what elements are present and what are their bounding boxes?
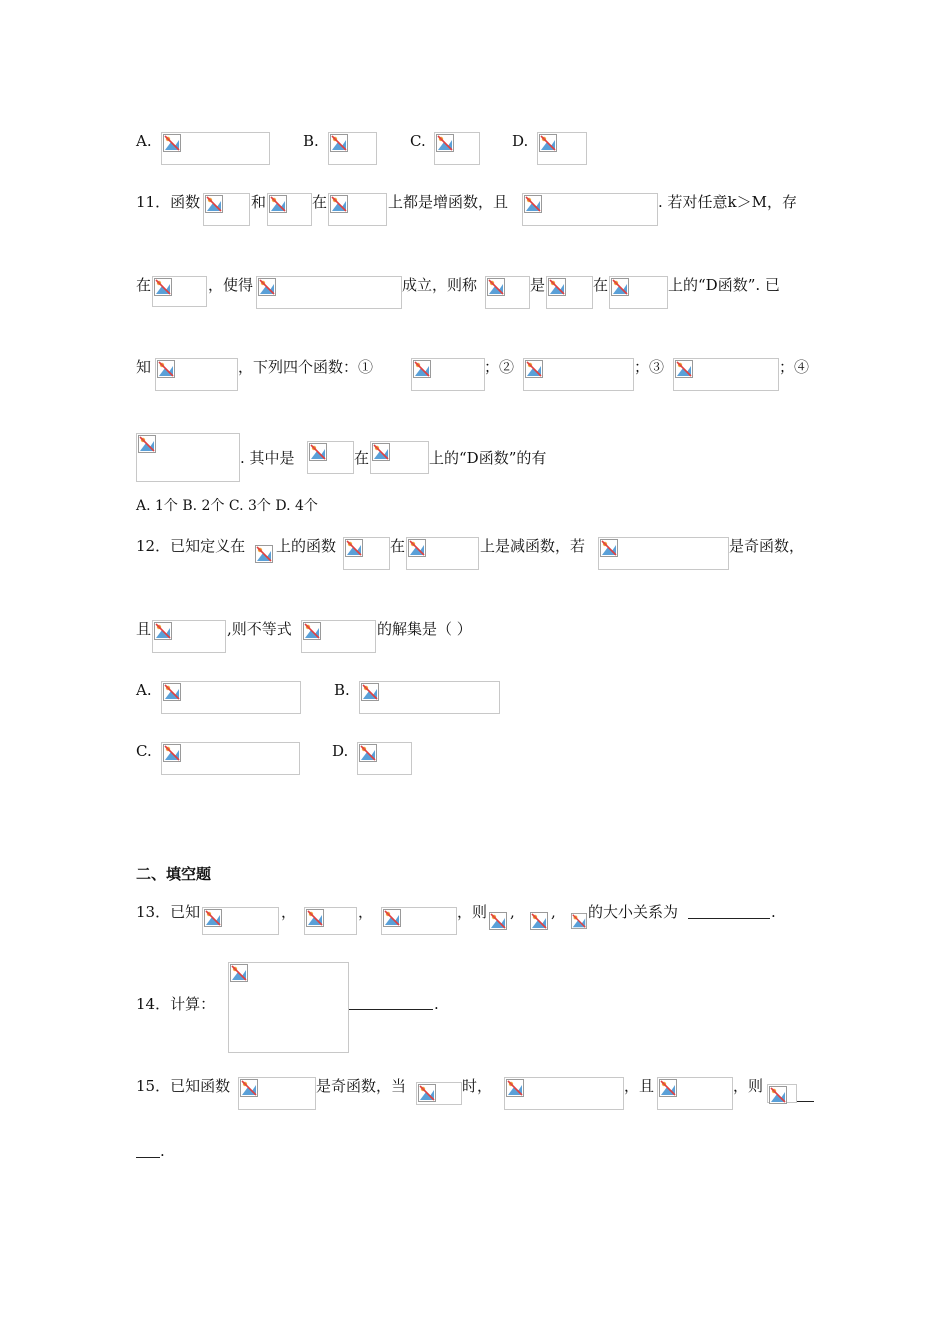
broken-image-icon — [487, 278, 505, 296]
q12-in: 在 — [390, 537, 406, 555]
formula-image — [203, 193, 250, 226]
formula-image — [307, 441, 354, 474]
q13-answer-blank[interactable] — [688, 918, 770, 919]
q11-sep2: ；③ — [634, 358, 665, 376]
broken-image-icon — [240, 1079, 258, 1097]
broken-image-icon — [359, 744, 377, 762]
broken-image-icon — [230, 964, 248, 982]
formula-image — [328, 193, 387, 226]
q14-answer-blank[interactable] — [349, 1009, 433, 1010]
broken-image-icon — [154, 278, 172, 296]
q15-answer-blank-part1[interactable] — [797, 1101, 814, 1102]
q12-decreasing: 上是减函数，若 — [480, 537, 586, 555]
formula-image — [485, 276, 530, 309]
broken-image-icon — [571, 912, 587, 930]
formula-image — [370, 441, 429, 474]
formula-image — [161, 132, 270, 165]
broken-image-icon — [530, 912, 548, 930]
broken-image-icon — [548, 278, 566, 296]
q11-options: A. 1个 B. 2个 C. 3个 D. 4个 — [136, 498, 318, 514]
q12-prefix: 12．已知定义在 — [136, 537, 246, 555]
q10-option-a-label: A. — [136, 132, 152, 150]
formula-image — [152, 620, 226, 653]
broken-image-icon — [330, 134, 348, 152]
broken-image-icon — [539, 134, 557, 152]
formula-image — [522, 193, 658, 226]
q11-line2-start: 在 — [136, 276, 152, 294]
broken-image-icon — [383, 909, 401, 927]
q11-line2-is: 是 — [530, 276, 546, 294]
formula-image — [381, 907, 457, 935]
formula-image — [155, 358, 238, 391]
q11-increasing-text: 上都是增函数，且 — [388, 193, 509, 211]
q12-odd: 是奇函数， — [729, 537, 805, 555]
broken-image-icon — [330, 195, 348, 213]
broken-image-icon — [659, 1079, 677, 1097]
broken-image-icon — [675, 360, 693, 378]
broken-image-icon — [154, 622, 172, 640]
broken-image-icon — [345, 539, 363, 557]
broken-image-icon — [138, 435, 156, 453]
broken-image-icon — [163, 683, 181, 701]
q12-line2-mid: ,则不等式 — [227, 620, 292, 638]
formula-image — [523, 358, 634, 391]
formula-image — [152, 276, 207, 307]
q12-line2-start: 且 — [136, 620, 152, 638]
q11-line2-in: 在 — [593, 276, 609, 294]
q14-prefix: 14．计算： — [136, 995, 216, 1013]
q15-prefix: 15．已知函数 — [136, 1077, 231, 1095]
q15-period: . — [160, 1142, 165, 1160]
broken-image-icon — [303, 622, 321, 640]
formula-image — [228, 962, 349, 1053]
q11-sep3: ；④ — [779, 358, 810, 376]
q13-comma2: ， — [358, 903, 374, 921]
broken-image-icon — [157, 360, 175, 378]
broken-image-icon — [361, 683, 379, 701]
q15-comma: ，且 — [624, 1077, 655, 1095]
broken-image-icon — [309, 443, 327, 461]
q13-c1: , — [510, 903, 515, 921]
formula-image — [256, 276, 402, 309]
formula-image — [255, 545, 276, 566]
broken-image-icon — [418, 1084, 436, 1102]
broken-image-icon — [489, 912, 507, 930]
broken-image-icon — [436, 134, 454, 152]
formula-image — [202, 907, 279, 935]
q11-line4-in: 在 — [354, 449, 370, 467]
section-heading-fill-in: 二、填空题 — [136, 865, 212, 883]
broken-image-icon — [255, 545, 273, 563]
q11-line2-hold: 成立，则称 — [402, 276, 478, 294]
q11-line3-mid: ，下列四个函数：① — [238, 358, 374, 376]
formula-image — [161, 742, 300, 775]
q15-then: ，则 — [733, 1077, 764, 1095]
q11-and: 和 — [251, 193, 267, 211]
q11-line4-mid: . 其中是 — [240, 449, 295, 467]
broken-image-icon — [408, 539, 426, 557]
formula-image — [657, 1077, 733, 1110]
broken-image-icon — [258, 278, 276, 296]
broken-image-icon — [524, 195, 542, 213]
broken-image-icon — [269, 195, 287, 213]
broken-image-icon — [204, 909, 222, 927]
formula-image — [343, 537, 390, 570]
q10-option-c-label: C. — [410, 132, 426, 150]
q13-end: 的大小关系为 — [588, 903, 679, 921]
q11-line2-end: 上的“D函数”. 已 — [668, 276, 780, 294]
formula-image — [161, 681, 301, 714]
q11-sep1: ；② — [484, 358, 515, 376]
formula-image — [267, 193, 312, 226]
formula-image — [301, 620, 376, 653]
formula-image — [489, 912, 509, 932]
formula-image — [767, 1084, 797, 1103]
q12-option-d-label: D. — [332, 742, 349, 760]
q12-option-a-label: A. — [136, 681, 152, 699]
formula-image — [571, 912, 587, 932]
q10-option-b-label: B. — [303, 132, 319, 150]
broken-image-icon — [163, 134, 181, 152]
formula-image — [609, 276, 668, 309]
broken-image-icon — [163, 744, 181, 762]
q11-line4-end: 上的“D函数”的有 — [429, 449, 547, 467]
formula-image — [136, 433, 240, 482]
formula-image — [406, 537, 479, 570]
formula-image — [238, 1077, 316, 1110]
broken-image-icon — [600, 539, 618, 557]
q15-when: 时， — [462, 1077, 493, 1095]
q13-period: . — [771, 903, 776, 921]
q13-comma1: ， — [281, 903, 297, 921]
formula-image — [411, 358, 485, 391]
broken-image-icon — [205, 195, 223, 213]
broken-image-icon — [769, 1086, 787, 1104]
formula-image — [504, 1077, 624, 1110]
broken-image-icon — [506, 1079, 524, 1097]
broken-image-icon — [306, 909, 324, 927]
q15-answer-blank-part2[interactable] — [136, 1157, 160, 1158]
q11-prefix: 11．函数 — [136, 193, 201, 211]
formula-image — [598, 537, 729, 570]
broken-image-icon — [611, 278, 629, 296]
broken-image-icon — [525, 360, 543, 378]
q13-then: ，则 — [457, 903, 488, 921]
q12-fn-on: 上的函数 — [276, 537, 337, 555]
q11-line3-start: 知 — [136, 358, 152, 376]
formula-image — [530, 912, 550, 932]
formula-image — [416, 1082, 462, 1105]
formula-image — [357, 742, 412, 775]
q12-line2-end: 的解集是（ ） — [377, 620, 472, 638]
formula-image — [537, 132, 587, 165]
formula-image — [434, 132, 480, 165]
broken-image-icon — [372, 443, 390, 461]
formula-image — [328, 132, 377, 165]
q13-prefix: 13．已知 — [136, 903, 201, 921]
q14-period: . — [434, 995, 439, 1013]
q15-odd: 是奇函数，当 — [316, 1077, 407, 1095]
q12-option-c-label: C. — [136, 742, 152, 760]
formula-image — [673, 358, 779, 391]
q10-option-d-label: D. — [512, 132, 529, 150]
formula-image — [359, 681, 500, 714]
q11-line2-make: ，使得 — [208, 276, 254, 294]
q11-in: 在 — [312, 193, 328, 211]
q12-option-b-label: B. — [334, 681, 350, 699]
q11-if-any-text: . 若对任意k＞M，存 — [658, 193, 797, 211]
formula-image — [546, 276, 593, 309]
broken-image-icon — [413, 360, 431, 378]
formula-image — [304, 907, 357, 935]
q13-c2: , — [551, 903, 556, 921]
